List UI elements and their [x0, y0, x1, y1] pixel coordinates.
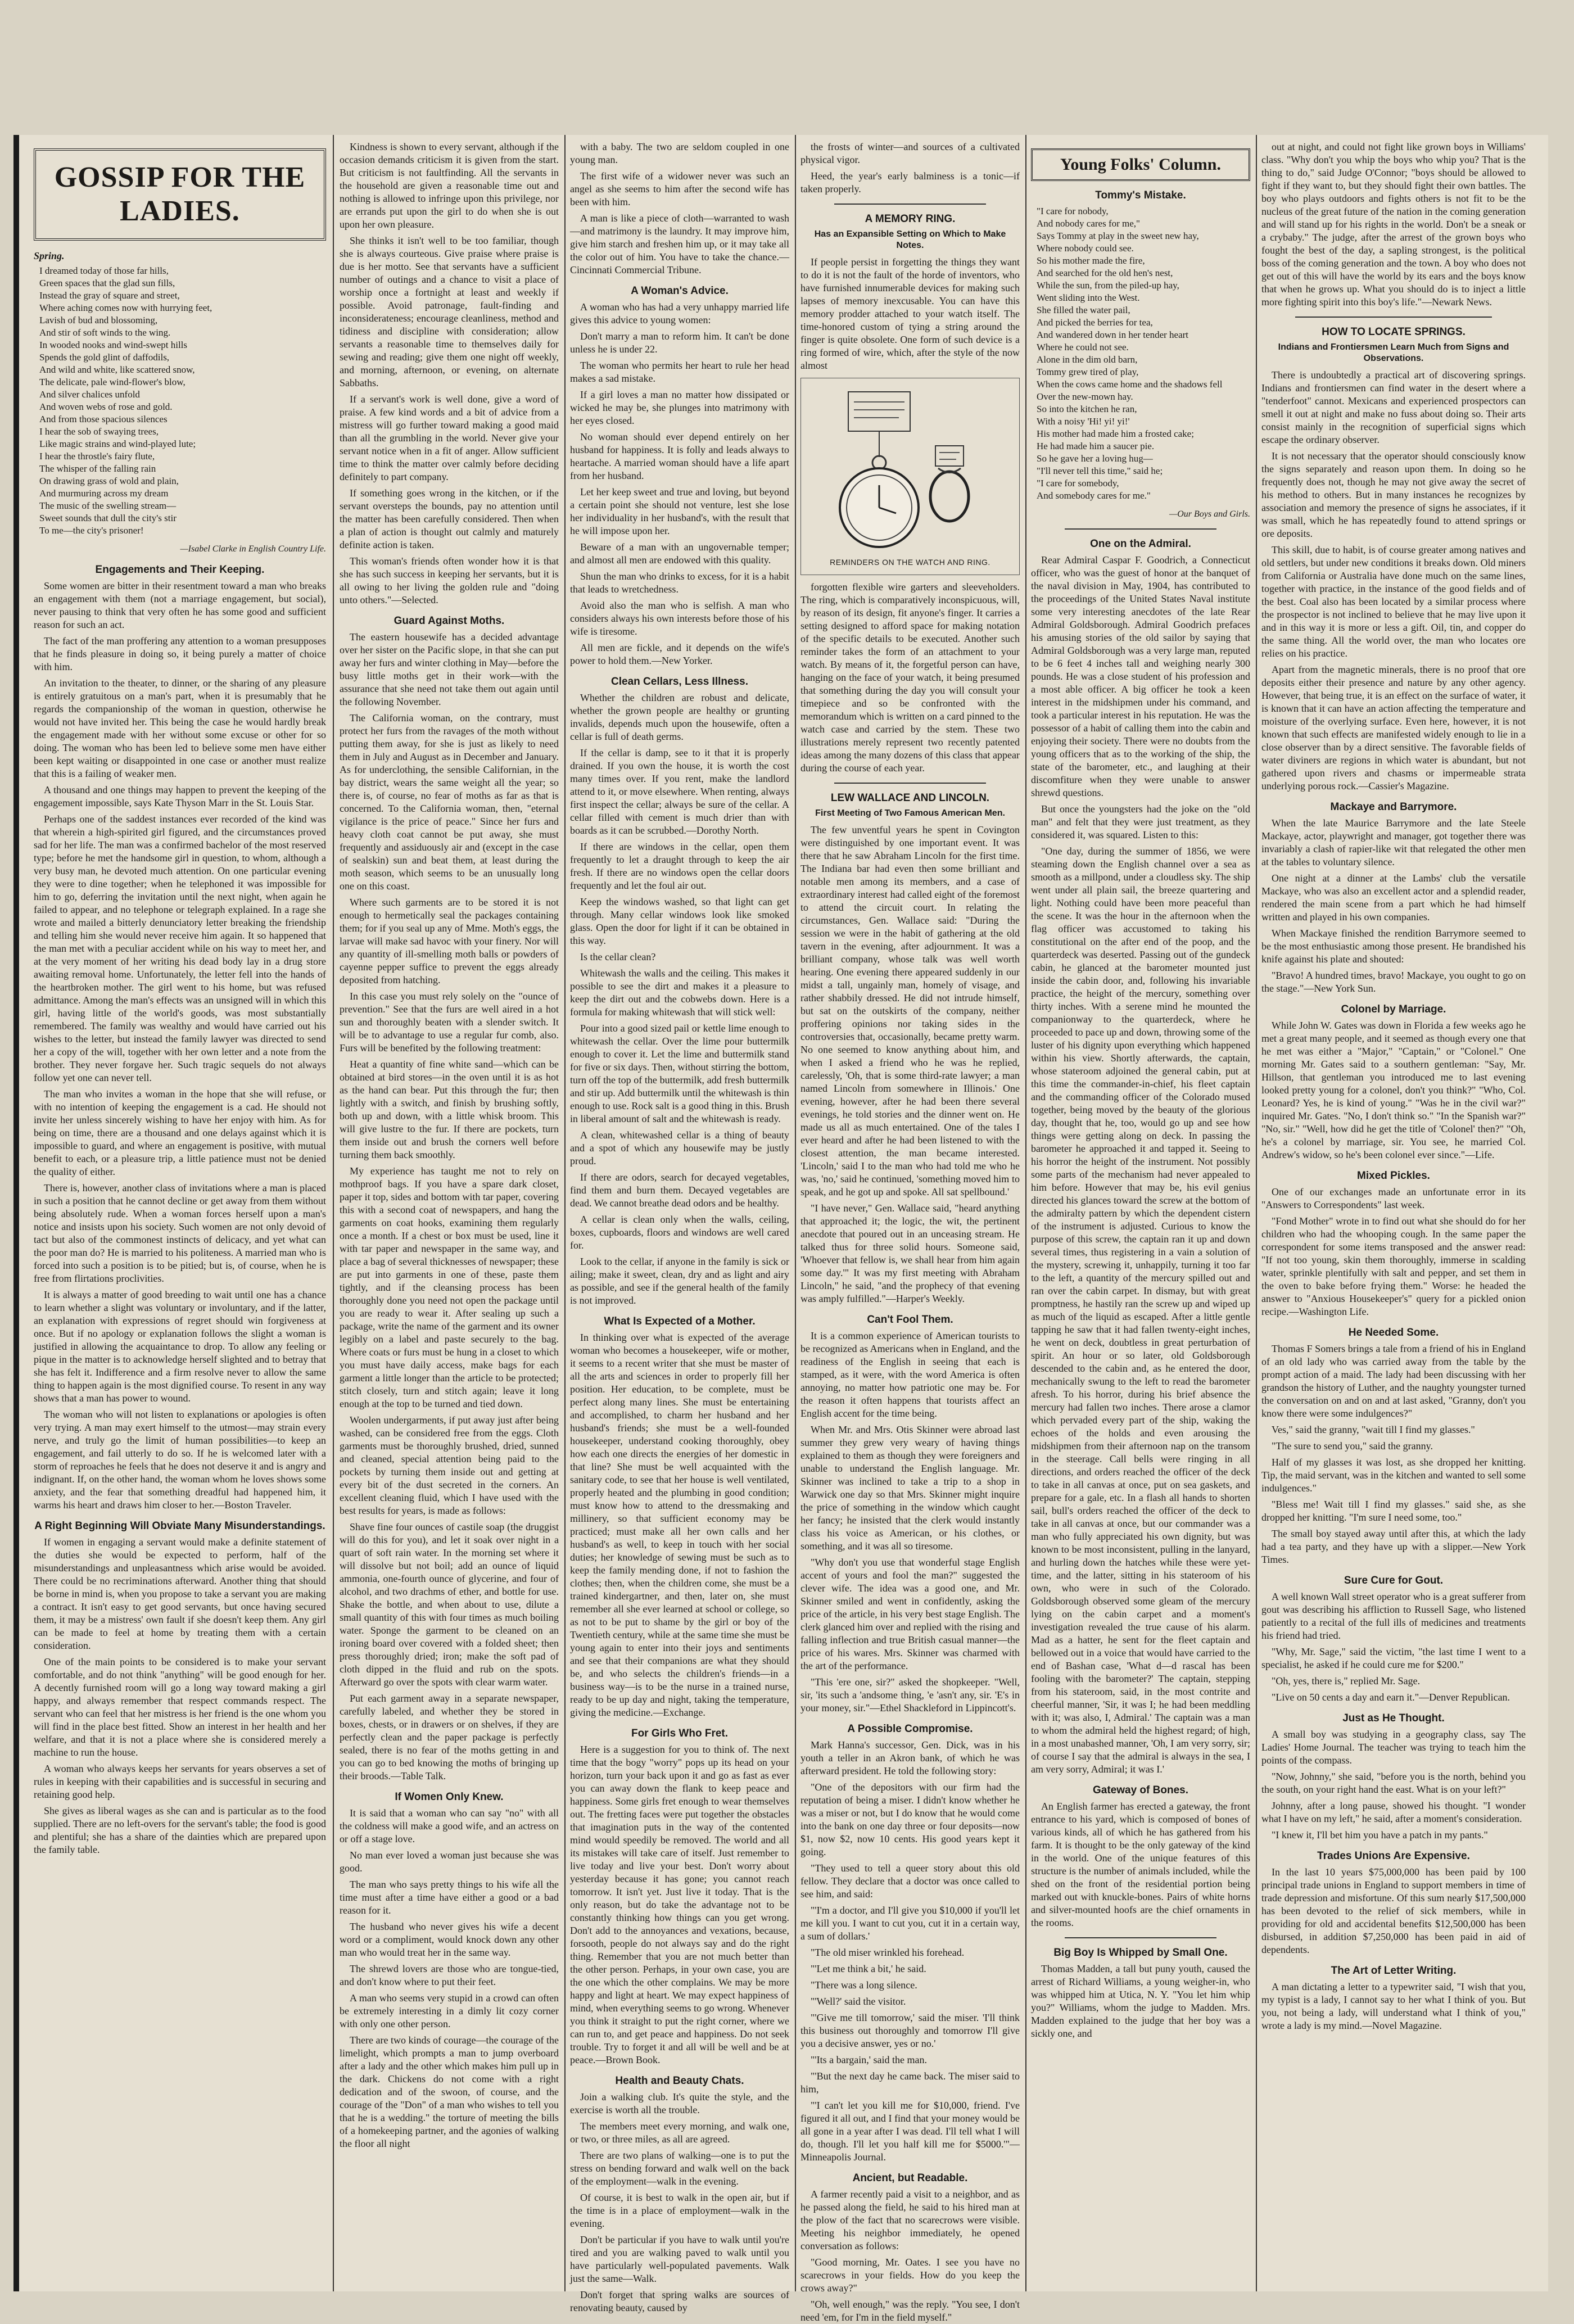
- paragraph: A cellar is clean only when the walls, ceiling, boxes, cupboards, floors and windows are well cared for.: [570, 1214, 789, 1251]
- paragraph: Thomas Madden, a tall but puny youth, caused the arrest of Richard Williams, a young weigher-in, who was whipped him at Utica, N. Y. "You let him whip you?" Williams, whom the judge to Madden. Mrs. Madden explained to the judge that her boy was a sickly one, and: [1031, 1963, 1250, 2039]
- article-heading: If Women Only Knew.: [395, 1791, 504, 1803]
- article-body: [1261, 1866, 1526, 1956]
- article-body: [1031, 1800, 1250, 1929]
- article-body: [1261, 369, 1526, 793]
- article-heading: Sure Cure for Gout.: [1344, 1575, 1444, 1586]
- paragraph: Is the cellar clean?: [580, 951, 656, 962]
- paragraph: Perhaps one of the saddest instances ever recorded of the kind was that wherein a high-spirited girl figured, and the circumstances proved sad for her life. The man was a confirmed bachelor of the most reserved type; before he met the handsome girl in question, to whom, although a very busy man, he devoted much attention. On one particular evening they were to dine together; when he telephoned it was impossible for him to go, deferring the invitation until the next night, when again he failed to appear, and no telephone or telegraph explained. In a rage she wrote and mailed a bitterly denunciatory letter breaking the friendship and telling him she would never receive him again. It so happened that the man met with a peculiar accident while on his way to meet her, and at the very moment of her writing his dead body lay in a drug store awaiting removal home. Unfortunately, the letter fell into the hands of the heartbroken mother. The girl went to his home, but was refused admittance. Among the man's effects was an unsigned will in which this girl, having little of the world's goods, was most substantially remembered. The family was wealthy and would have carried out his wishes to the letter, but instead the family lawyer was directed to send her a copy of the will, together with her own letter and a note from the brother. They never forgave her. Such tragic sequels do not always follow yet one can never tell.: [34, 813, 326, 1083]
- article-heading: A Possible Compromise.: [847, 1723, 973, 1735]
- paragraph: If there are odors, search for decayed vegetables, find them and burn them. Decayed vegetables are dead. We cannot breathe dead odors and be healthy.: [570, 1172, 789, 1209]
- paragraph: Rear Admiral Caspar F. Goodrich, a Connecticut officer, who was the guest of honor at the banquet of the naval division in May, 1904, has contributed to the proceedings of the United States Naval institute some very interesting anecdotes of the late Rear Admiral Goldsborough. Admiral Goodrich prefaces his amusing stories of the old sailor by saying that Admiral Goldsborough was a very large man, reputed to be 6 feet 4 inches tall and weighing nearly 300 pounds. He was a close student of his profession and a most able officer. A big officer he took a keen interest in the midshipmen under his command, and took a particular interest in his reputation. He was the possessor of a habit of calling them into the cabin and enjoying their society. There were no doubts from the young officers that as to the working of the ship, the state of the barometer, etc., and laughing at their discomfiture when they were unable to answer shrewd questions.: [1031, 554, 1250, 798]
- paragraph: "'I can't let you kill me for $10,000, friend. I've figured it all out, and I find that your money would be all gone in a year after I was dead. I'll tell what I will do, though. I'll let you half kill me for $5000.'"—Minneapolis Journal.: [800, 2100, 1020, 2163]
- paragraph: The man who invites a woman in the hope that she will refuse, or with no intention of keeping the engagement is a cad. He should not invite her unless sincerely wishing to have her enjoy with him. As for being on time, there are a thousand and one delays against which it is impossible to guard, and where an engagement is positive, with mutual benefit to each, or a pleasure trip, a little patience must not be denied the quality of either.: [34, 1088, 326, 1177]
- article-body: [1261, 1981, 1526, 2032]
- paragraph: The California woman, on the contrary, must protect her furs from the ravages of the moth without putting them away, for she is just as likely to need them in July and August as in December and January. As for underclothing, the sensible Californian, in the bay district, wears the same weight all the year; so there is, of course, no fear of moths as far as that is concerned. To the California woman, then, "eternal vigilance is the price of peace." Since her furs and heavy cloth coat cannot be put away, she must frequently and assiduously air and (except in the case of sealskin) sun and beat them, at least during the moth season, which seems to be an unusually long one on this coast.: [340, 712, 559, 892]
- paragraph: Let her keep sweet and true and loving, but beyond a certain point she should not venture, lest she lose her individuality in her husband's, with the result that he will impose upon her.: [570, 486, 789, 536]
- article-heading: Colonel by Marriage.: [1341, 1003, 1446, 1015]
- paragraph: A farmer recently paid a visit to a neighbor, and as he passed along the field, he said to his hired man at the plow of the fact that no scarecrows were visible. Meeting his neighbor immediately, he opened conversation as follows:: [800, 2189, 1020, 2251]
- paragraph: The man who says pretty things to his wife all the time must after a time have either a good or a bad reason for it.: [340, 1879, 559, 1916]
- poem-line: And somebody cares for me.": [1037, 490, 1151, 501]
- paragraph: Some women are bitter in their resentment toward a man who breaks an engagement with them (not a marriage engagement, but social), never pausing to think that very often he has some good and sufficient reason for such an act.: [34, 580, 326, 630]
- paragraph: "'Give me till tomorrow,' said the miser. 'I'll think this business out thoroughly and tomorrow I'll give you a decisive answer, yes or no.': [800, 2012, 1020, 2049]
- paragraph: The few unventful years he spent in Covington were distinguished by one important event. It was there that he saw Abraham Lincoln for the first time. The Indiana bar had even then some brilliant and notable men among its members, and a case of extraordinary interest had called eight of the foremost to attend the circuit court. In relating the circumstances, Gen. Wallace said: "During the session we were in the habit of gathering at the old tavern in the evening, after adjournment. It was a brilliant company, whose talk was well worth hearing. One evening there appeared suddenly in our midst a tall, ungainly man, homely of visage, and rather shabbily dressed. He did not intrude himself, but sat on the outskirts of the company, neither proffering opinions nor taking sides in the controversies that, occasionally, became pretty warm. No one seemed to know anything about him, and when I asked a friend who he was he replied, carelessly, 'Oh, that is some third-rate lawyer; a man named Lincoln from somewhere in Illinois.' One evening, however, after he had been there several evenings, he told stories and the dinner went on. He made us all as much entertained. One of the tales I ever heard and after he had been listened to with the closest attention, the man became interested. 'Lincoln,' said I to the man who had told me who he was, 'no,' said he continued, 'something moved him to speak, and he got up and spoke. All sat spellbound.': [800, 824, 1020, 1197]
- paragraph: the frosts of winter—and sources of a cultivated physical vigor.: [800, 141, 1020, 165]
- paragraph: "Oh, yes, there is," replied Mr. Sage.: [1272, 1675, 1421, 1687]
- paragraph: While John W. Gates was down in Florida a few weeks ago he met a great many people, and it seemed as though every one that he met was either a "Major," "Captain," or "Colonel." One morning Mr. Gates said to a southern gentleman: "Say, Mr. Hillson, that gentleman you introduced me to last evening looked pretty young for a colonel, don't you think?" "Who, Col. Leonard? Yes, he is kind of young." "Was he in the civil war?" inquired Mr. Gates. "No, I don't think so." "In the Spanish war?" "No, sir." "Well, how did he get the title of 'Colonel' then?" "Oh, he's a colonel by marriage, sir. You see, he married Col. Andrew's widow, so he's been colonel ever since."—Life.: [1261, 1020, 1526, 1160]
- article-body: [1031, 554, 1250, 1776]
- divider: [834, 204, 986, 205]
- paragraph: A clean, whitewashed cellar is a thing of beauty and a spot of which any housewife may be justly proud.: [570, 1129, 789, 1166]
- paragraph: "Good morning, Mr. Oates. I see you have no scarecrows in your fields. How do you keep the crows away?": [800, 2257, 1020, 2294]
- paragraph: Half of my glasses it was lost, as she dropped her knitting. Tip, the maid servant, was in the kitchen and wanted to sell some indulgences.": [1261, 1457, 1526, 1494]
- paragraph: The husband who never gives his wife a decent word or a compliment, would knock down any other man who would treat her in the same way.: [340, 1921, 559, 1958]
- paragraph: When the late Maurice Barrymore and the late Steele Mackaye, actor, playwright and manager, got together there was invariably a clash of rapier-like wit that relegated the other men at the tables to voluntary silence.: [1261, 817, 1526, 867]
- article-body: [800, 1739, 1020, 2164]
- column-rule: [1025, 135, 1026, 2291]
- paragraph: Woolen undergarments, if put away just after being washed, can be considered free from the eggs. Cloth garments must be thoroughly brushed, dried, sunned and cleaned, special attention being paid to the pockets by turning them inside out and getting at every bit of the dust secreted in the corners. An excellent cleaning fluid, which I have used with the best results for years, is made as follows:: [340, 1414, 559, 1516]
- poem-line: I hear the sob of swaying trees,: [39, 426, 159, 437]
- paragraph: Ves," said the granny, "wait till I find my glasses.": [1272, 1424, 1475, 1435]
- article-body: [1261, 817, 1526, 995]
- paragraph: There is, however, another class of invitations where a man is placed in such a position that he cannot decline or get away from them without being absolutely rude. When a woman forces herself upon a man's notice and insists upon his society. Such women are not only devoid of tact but also of the commonest instincts of delicacy, and yet what can the poor man do? He is married to his politeness. A married man who is forced into such a position is to be pitied; but is, of course, when he is free from flirtations proclivities.: [34, 1182, 326, 1284]
- paragraph: No man ever loved a woman just because she was good.: [340, 1850, 559, 1874]
- article-body: [800, 256, 1020, 372]
- poem-line: Went sliding into the West.: [1037, 292, 1140, 303]
- paragraph: It is a common experience of American tourists to be recognized as Americans when in England, and the readiness of the English in seeing that each is stamped, as it were, with the word America is often annoying, no matter how patriotic one may be. For the reason it often happens that tourists affect an English accent for the time being.: [800, 1330, 1020, 1419]
- article-body: [570, 1331, 789, 1719]
- poem-line: So he gave her a loving hug—: [1037, 453, 1153, 464]
- poem-spring: [39, 265, 326, 537]
- paragraph: One of the main points to be considered is to make your servant comfortable, and do not think "anything" will be good enough for her. A decently furnished room will go a long way toward making a girl happy, and always remember that respect commands respect. The servant who can feel that her mistress is her friend is the one whom you will find in the place best fitted. Show an interest in her health and her welfare, and that it is not a place where she is considered merely a machine to run the house.: [34, 1656, 326, 1758]
- paragraph: "Why don't you use that wonderful stage English accent of yours and fool the man?" suggested the clever wife. The idea was a good one, and Mr. Skinner smiled and went in confidently, asking the price of the article, in his very best stage English. The clerk glanced him over and replied with the rising and falling inflection and true British casual manner—the price of his wares. Mrs. Skinner was charmed with the art of the performance.: [800, 1557, 1020, 1671]
- paragraph: Of course, it is best to walk in the open air, but if the time is in a place of employment—walk in the evening.: [570, 2192, 789, 2229]
- poem-line: To me—the city's prisoner!: [39, 525, 144, 536]
- paragraph: A man is like a piece of cloth—warranted to wash—and matrimony is the laundry. It may improve him, give him starch and freshen him up, or it may take all the color out of him. You have to take the chance.—Cincinnati Commercial Tribune.: [570, 212, 789, 275]
- poem-line: Where he could not see.: [1037, 342, 1129, 352]
- paragraph: "'But the next day he came back. The miser said to him,: [800, 2070, 1020, 2095]
- poem-line: "I care for nobody,: [1037, 206, 1109, 216]
- column-4: [800, 141, 1020, 2323]
- article-heading: Can't Fool Them.: [867, 1314, 953, 1326]
- paragraph: The first wife of a widower never was such an angel as she seems to him after the second wife has been with him.: [570, 170, 789, 207]
- article-body: [340, 631, 559, 1783]
- paragraph: "'I'm a doctor, and I'll give you $10,000 if you'll let me kill you. I want to cut you, cut it in a certain way, a sum of dollars.': [800, 1905, 1020, 1942]
- divider: [1295, 317, 1492, 318]
- poem-line: Instead the gray of square and street,: [39, 290, 180, 301]
- poem-line: And stir of soft winds to the wing.: [39, 327, 171, 338]
- paragraph: out at night, and could not fight like grown boys in Williams' class. "Why don't you whip the boys who whip you? That is the thing to do," said Judge O'Connor; "boys should be allowed to fight if they want to, but they should fight their own battles. The boy who plays outdoors and fights others is not fit to be the nucleus of the great future of the nation in the coming generation and will stand up for his rights in the world. Don't be a sneak or a crybaby." The judge, after the arrest of the grown boys who fought the best of the day, a sapling strongest, is the political boss of the coming generation and the town. A boy who does not get out of this will have the world by its ears and the boys know that when he grows up. What you should do is to inject a little more fighting spirit into this boy's life."—Newark News.: [1261, 141, 1526, 308]
- paragraph: Avoid also the man who is selfish. A man who considers always his own interests before those of his wife is tiresome.: [570, 600, 789, 637]
- article-heading: HOW TO LOCATE SPRINGS.: [1322, 326, 1466, 338]
- poem-line: And woven webs of rose and gold.: [39, 401, 173, 412]
- paragraph: A well known Wall street operator who is a great sufferer from gout was describing his affliction to Russell Sage, who listened patiently to a recital of the full ills of medicines and treatments his friend had tried.: [1261, 1591, 1526, 1641]
- poem-line: And from those spacious silences: [39, 414, 168, 424]
- paragraph: "Oh, well enough," was the reply. "You see, I don't need 'em, for I'm in the field myself.": [800, 2299, 1020, 2323]
- poem-line: The music of the swelling stream—: [39, 500, 177, 511]
- article-heading: Trades Unions Are Expensive.: [1317, 1850, 1470, 1862]
- paragraph: All men are fickle, and it depends on the wife's power to hold them.—New Yorker.: [570, 642, 789, 666]
- paragraph: If there are windows in the cellar, open them frequently to let a draught through to keep the air fresh. If there are no windows open the cellar doors frequently and let the foul air out.: [570, 841, 789, 891]
- paragraph: A woman who has had a very unhappy married life gives this advice to young women:: [570, 301, 789, 325]
- article-body: [570, 301, 789, 667]
- article-heading: Engagements and Their Keeping.: [95, 564, 265, 576]
- article-body: [1261, 1728, 1526, 1842]
- column-2: [340, 141, 559, 2286]
- paragraph: If women in engaging a servant would make a definite statement of the duties she would be expected to perform, half of the misunderstandings and unpleasantness which arise would be avoided. There could be no recriminations afterward. Another thing that should be borne in mind is, when you propose to take a servant you are making a contract. It isn't easy to get good servants, but once having secured them, it may be a mistress' own fault if she doesn't keep them. Any girl can be made to feel at home by treating them with a certain consideration.: [34, 1536, 326, 1651]
- paragraph: My experience has taught me not to rely on mothproof bags. If you have a spare dark closet, paper it top, sides and bottom with tar paper, covering this with a second coat of newspapers, and hang the garments on coat hooks, examining them regularly once a month. If a chest or box must be used, line it with tar paper and newspaper in the same way, and place a bag of several thicknesses of newspaper; these are put into garments in one of these, paste them tightly, and if the cleansing process has been thoroughly done you need not open the package until you are ready to wear it. After sealing up such a package, write the name of the garment and its owner legibly on a label and paste securely to the bag. Where coats or furs must be hung in a closet to which you must have daily access, make bags for each garment a little longer than the article to be protected; stitch closely, turn and stitch again; leave it long enough at the top to be turned and tied down.: [340, 1165, 559, 1409]
- article-heading: Big Boy Is Whipped by Small One.: [1053, 1947, 1228, 1959]
- paragraph: "One day, during the summer of 1856, we were steaming down the English channel over a sea as smooth as a millpond, under a cloudless sky. The ship went under all plain sail, the breeze quartering and light. Nothing could have been more peaceful than the scene. It was the hour in the afternoon when the flag officer was accustomed to taking his constitutional on the after end of the poop, and the quarterdeck was deserted. Passing out of the gundeck cabin, he glanced at the barometer mounted just inside the cabin door, and, following his invariable practice, the height of the mercury, something over thirty inches. With a serene mind he mounted the companionway to the quarterdeck, where he proceeded to pace up and down, throwing some of the luster of his dignity upon everything which happened within his view. Shortly afterwards, the captain, whose stateroom adjoined the general cabin, put at this time the commander-in-chief, his fleet captain and the commanding officer of the Colorado mused together, being moved by the beauty of the glorious day, thought that he, too, would go up and see how things were getting along on deck. In passing the barometer he approached it and tapped it. Seeing to his horror the height of the instrument. Not possibly some parts of the mechanism had never appealed to him before. However that may be, his evil genius directed his glances toward the screw at the bottom of the admiralty pattern by which the dependent cistern of the instrument is adjusted. Curious to know the purpose of this screw, the captain ran it up and down several times, thus registering in a vain a solution of the mystery, screwing it, unhappily, turning it too far to the left, a quantity of the mercury spilled out and ran over the cabin carpet. In dismay, but with great promptness, he hastily ran the screw up and wiped up as much of the liquid as escaped. After a little gentle tapping he saw that it had fallen twenty-eight inches, he went on deck, doubtless in great perturbation of spirit. An hour or so later, old Goldsborough descended to the cabin and, as he entered the door, mechanically swung to the left to read the barometer afresh. To his horror, during his brief absence the mercury had fallen two inches. There arose a clamor which pervaded every part of the ship, waking the echoes of the holds and even arousing the midshipmen from their afternoon nap on the transom in the steerage. Call bells were ringing in all directions, and orders reached the officer of the deck to take in all canvas at once, put on sea gaskets, and prepare for a gale, etc. In a flash all hands to shorten sail, bull's orders reached the officer of the deck to take in all canvas at once, but our commander was a man who fully appreciated his own dignity, but was known to be most inconsistent, pulling in the lanyard, and hurling down the hatches while these were yet-time, and the latter, sitting in his stateroom of his own, who were in such of the Colorado. Goldsborough observed some gleam of the mercury lying on the cabin carpet and a moment's investigation revealed the true cause of his alarm. Mad as a hatter, he sent for the fleet captain and bellowed out in a voice that would have carried to the end of Bashan case, 'What d—d rascal has been fooling with the barometer?' The captain, stepping from his stateroom, said, in the most contrite and cheerful manner, 'Sir, it was I; he had been meddling with it; was also, I, Admiral.' The captain was a man to whom the admiral held the highest regard; of high, in a most unabashed manner, 'Oh, I am very sorry, sir; of course I say that the admiral is always in the sea, I am very sorry, Admiral; it was I.': [1031, 845, 1250, 1775]
- paragraph: Where such garments are to be stored it is not enough to hermetically seal the packages containing them; for if you seal up any of Mme. Moth's eggs, the larvae will make sad havoc with your finery. Nor will any quantity of ill-smelling moth balls or powders of cayenne pepper suffice to prevent the eggs already deposited from hatching.: [340, 897, 559, 985]
- paragraph: Here is a suggestion for you to think of. The next time that the bogy "worry" pops up its head on your horizon, turn your back upon it and go as fast as ever you can away down the flank to keep peace and happiness. Some girls fret enough to wear themselves out. The fretting faces were put together the obstacles that imagination puts in the way of the contented mind would speedily be removed. The world and all its mistakes will take care of itself. Just remember to live today and live your best. Don't worry about yesterday because it has gone; you cannot reach tomorrow. It isn't yet. Just live it today. That is the only reason, but do take the advantage not to be constantly thinking how things can you get wrong. Don't add to the annoyances and vexations, because, forsooth, people do not always say and do the right thing. Remember that you are not much better than the other person. Perhaps, in your own case, you are the one which the other complains. We may be more happy and light at heart. We may expect happiness of mind, when everything seems to go wrong. Whenever you think it straight to put the right corner, where we can run to, and get peace and happiness. Do not seek trouble. Try to forget it and all will be well and be at peace.—Brown Book.: [570, 1744, 789, 2065]
- paragraph: "They used to tell a queer story about this old fellow. They declare that a doctor was once called to see him, and said:: [800, 1862, 1020, 1900]
- paragraph: "Bless me! Wait till I find my glasses." said she, as she dropped her knitting. "I'm sure I need some, too.": [1261, 1499, 1526, 1523]
- paragraph: Whether the children are robust and delicate, whether the grown people are healthy or grunting invalids, depends much upon the housewife, often a cellar is full of death germs.: [570, 692, 789, 742]
- paragraph: "'Well?' said the visitor.: [811, 1996, 906, 2007]
- article-heading: A MEMORY RING.: [865, 213, 956, 225]
- paragraph: A man dictating a letter to a typewriter said, "I wish that you, my typist is a lady, I cannot say to her what I think of you. But you, not being a lady, will understand what I think of you," wrote a lady is my mind.—Novel Magazine.: [1261, 1981, 1526, 2031]
- poem-line: Spends the gold glint of daffodils,: [39, 352, 170, 363]
- poem-line: I dreamed today of those far hills,: [39, 265, 169, 276]
- paragraph: Shave fine four ounces of castile soap (the druggist will do this for you), and let it soak over night in a quart of soft rain water. In the morning set where it will dissolve but not boil; add an ounce of liquid ammonia, one-fourth ounce of glycerine, and four of alcohol, and two drachms of ether, and bottle for use. Shake the bottle, and when about to use, dilute a small quantity of this with four times as much boiling water. Sponge the garment to be cleaned on an ironing board over covered with a folded sheet; then press thoroughly dried; iron; make the soft pad of cloth dipped in the fluid and rub on the spots. Afterward go over the spots with clear warm water.: [340, 1521, 559, 1688]
- paragraph: Heed, the year's early balminess is a tonic—if taken properly.: [800, 170, 1020, 195]
- paragraph: Don't be particular if you have to walk until you're tired and you are walking paved to walk until you have particularly well-populated pavements. Walk just the same—Walk.: [570, 2234, 789, 2284]
- paragraph: There are two plans of walking—one is to put the stress on bending forward and walk well on the back of the employment—walk in the evening.: [570, 2150, 789, 2187]
- paragraph: A small boy was studying in a geography class, say The Ladies' Home Journal. The teacher was trying to teach him the points of the compass.: [1261, 1729, 1526, 1766]
- paragraph: But once the youngsters had the joke on the "old man" and felt that they were just treatment, as they considered it, was squared. Listen to this:: [1031, 803, 1250, 840]
- poem-line: And searched for the old hen's nest,: [1037, 268, 1173, 278]
- paragraph: "This 'ere one, sir?" asked the shopkeeper. "Well, sir, 'its such a 'andsome thing, 'e 'asn't any, sir. 'E's in your money, sir."—Ethel Shackleford in Lippincott's.: [800, 1676, 1020, 1713]
- column-3: [570, 141, 789, 2313]
- article-heading: Just as He Thought.: [1342, 1712, 1445, 1724]
- divider: [1065, 528, 1216, 530]
- paragraph: The shrewd lovers are those who are tongue-tied, and don't know where to put their feet.: [340, 1963, 559, 1987]
- article-heading: Gateway of Bones.: [1093, 1784, 1188, 1796]
- poem-line: When the cows came home and the shadows fell: [1037, 379, 1223, 390]
- poem-attribution: —Our Boys and Girls.: [1169, 509, 1250, 519]
- paragraph: "'Let me think a bit,' he said.: [811, 1963, 926, 1974]
- article-heading: One on the Admiral.: [1090, 538, 1191, 550]
- illustration-caption: REMINDERS ON THE WATCH AND RING.: [830, 558, 990, 567]
- paragraph: "Now, Johnny," she said, "before you is the north, behind you the south, on your right hand the east. What is on your left?": [1261, 1771, 1526, 1795]
- paragraph: The small boy stayed away until after this, at which the lady had a tea party, and they have up with a slipper.—New York Times.: [1261, 1528, 1526, 1565]
- paragraph: There are two kinds of courage—the courage of the limelight, which prompts a man to jump overboard after a lady and the other which makes him pull up in the dark. Chickens do not come with a right dedication and of the swoon, of course, and the courage of the "Don" of a man who wishes to tell you that he is a wedding." the torture of meeting the bills of a homekeeping partner, and the agonies of walking the floor all night: [340, 2034, 559, 2149]
- paragraph: Apart from the magnetic minerals, there is no proof that ore deposits either their presence and nature by any other agency. However, that being true, it is an effect on the surface of water, it is known that it can have an action affecting the temperature and moisture of the overlying surface. Even here, however, it is not known that such effects are manifested widely enough to lie in a close observer than by a direct sensitive. The favorable fields of water diviners are regions in which water is abundant, but not gathered upon rivers and chasms or impermeable strata underlying porous rock.—Cassier's Magazine.: [1261, 664, 1526, 792]
- paragraph: The fact of the man proffering any attention to a woman presupposes that he finds pleasure in doing so, it being purely a matter of choice with him.: [34, 635, 326, 672]
- poem-line: And murmuring across my dream: [39, 488, 169, 499]
- paragraph: Put each garment away in a separate newspaper, carefully labeled, and whether they be stored in boxes, chests, or in drawers or on shelves, if they are perfectly clean and the paper package is perfectly sealed, there is no fear of the moths getting in and you can go to bed knowing the moths of bringing up their broods.—Table Talk.: [340, 1693, 559, 1782]
- article-heading: What Is Expected of a Mother.: [604, 1315, 756, 1327]
- paragraph: It is always a matter of good breeding to wait until one has a chance to learn whether a slight was voluntary or involuntary, and if the latter, an explanation with expressions of regret should win forgiveness at once. But if no apology or explanation follows the slight a woman is justified in allowing the acquaintance to drop. To allow any feeling or pique in the matter is to acknowledge herself slighted and to betray that she has felt it. Indifference and a firm resolve never to allow the same thing to happen again is the most dignified course. To resent in any way shows that a man has power to wound.: [34, 1289, 326, 1404]
- paragraph: Thomas F Somers brings a tale from a friend of his in England of an old lady who was carried away from the table by the prompt action of a maid. The lady had been discussing with her grandson the history of Luther, and the naughty youngster turned the conversation on and on and at last asked, "Granny, don't you know there were some indulgences?": [1261, 1343, 1526, 1419]
- column-rule: [1256, 135, 1257, 2291]
- paragraph: The woman who will not listen to explanations or apologies is often very trying. A man may exert himself to the utmost—may strain every nerve, and truly go the limit of human possibilities—to keep an engagement, and fail utterly to do so. If he is welcomed later with a storm of reproaches he feels that he does not deserve it and is angry and indignant. If, on the other hand, the woman whom he loves shows some anxiety, and the fear that something dreadful had happened him, it warms his heart and draws him closer to her.—Boston Traveler.: [34, 1409, 326, 1511]
- paragraph: Join a walking club. It's quite the style, and the exercise is worth all the trouble.: [570, 2091, 789, 2115]
- paragraph: In the last 10 years $75,000,000 has been paid by 100 principal trade unions in England to support members in time of trade depression and misfortune. Of this sum nearly $17,500,000 has been devoted to the relief of sick members, while in providing for old and accidental benefits $12,500,000 has been disbursed, in addition $7,250,000 has been paid in aid of dependents.: [1261, 1866, 1526, 1955]
- article-body: [800, 581, 1020, 775]
- paragraph: If something goes wrong in the kitchen, or if the servant oversteps the bounds, pay no attention until the matter has been carefully considered. Then when a plan of action is thought out calmly and maturely definite action is taken.: [340, 487, 559, 550]
- paragraph: Don't forget that spring walks are sources of renovating beauty, caused by: [570, 2289, 789, 2313]
- newspaper-page: [13, 135, 1548, 2323]
- paragraph: Don't marry a man to reform him. It can't be done unless he is under 22.: [570, 331, 789, 355]
- poem-line: The delicate, pale wind-flower's blow,: [39, 377, 186, 387]
- article-body: [1261, 1019, 1526, 1161]
- article-body: [800, 824, 1020, 1305]
- article-heading: Tommy's Mistake.: [1095, 189, 1186, 201]
- article-heading: He Needed Some.: [1348, 1327, 1439, 1339]
- column-rule: [564, 135, 566, 2291]
- article-heading: Ancient, but Readable.: [852, 2172, 968, 2184]
- article-body: [1261, 1342, 1526, 1566]
- paragraph: "Fond Mother" wrote in to find out what she should do for her children who had the whooping cough. In the same paper the correspondent for some items transposed and the answer read: "If not too young, skin them thoroughly, immerse in scalding water, sprinkle plentifully with salt and pepper, and set them in the oven to bake before frying them." Worse: he headed the answer to "Anxious Housekeeper's" query for a pickled onion recipe.—Washington Life.: [1261, 1215, 1526, 1317]
- article-body: [34, 580, 326, 1512]
- paragraph: It is said that a woman who can say "no" with all the coldness will make a good wife, and an actress on or off a stage love.: [340, 1807, 559, 1844]
- paragraph: If people persist in forgetting the things they want to do it is not the fault of the horde of inventors, who have furnished innumerable devices for making such lapses of memory inexcusable. You can have this memory prodder attached to your watch itself. The time-honored custom of tying a string around the finger is quite obsolete. One form of such device is a ring formed of wire, which, after the style of the now almost: [800, 256, 1020, 371]
- article-body: [800, 141, 1020, 196]
- article-subheading: Has an Expansible Setting on Which to Make Notes.: [814, 229, 1006, 250]
- paragraph: There is undoubtedly a practical art of discovering springs. Indians and frontiersmen can find water in the desert where a "tenderfoot" cannot. Mexicans and experienced prospectors can smell it out at night and make no fuss about doing so. Their arts consist mainly in the recognition of superficial signs which escape the ordinary observer.: [1261, 369, 1526, 445]
- illustration-watch-and-ring: [800, 378, 1020, 575]
- article-body: [570, 141, 789, 277]
- paragraph: "Why, Mr. Sage," said the victim, "the last time I went to a specialist, he asked if he could cure me for $200.": [1261, 1646, 1526, 1670]
- paragraph: with a baby. The two are seldom coupled in one young man.: [570, 141, 789, 165]
- column-rule: [333, 135, 334, 2291]
- poem-line: And wandered down in her tender heart: [1037, 329, 1189, 340]
- poem-line: Green spaces that the glad sun fills,: [39, 278, 175, 288]
- article-body: [800, 2188, 1020, 2324]
- article-heading: LEW WALLACE AND LINCOLN.: [830, 792, 990, 804]
- paragraph: Keep the windows washed, so that light can get through. Many cellar windows look like smoked glass. Open the door for light if it can be obtained in this way.: [570, 896, 789, 946]
- paragraph: Pour into a good sized pail or kettle lime enough to whitewash the cellar. Over the lime pour buttermilk enough to cover it. Let the lime and buttermilk stand for five or six days. Then, without stirring the bottom, turn off the top of the buttermilk, add fresh buttermilk and stir up. Add buttermilk until the whitewash is thin enough to use. Rock salt is a good thing in this. Brush in liberal amount of salt and the whitewash is ready.: [570, 1023, 789, 1124]
- poem-line: While the sun, from the piled-up hay,: [1037, 280, 1179, 291]
- paragraph: One of our exchanges made an unfortunate error in its "Answers to Correspondents" last week.: [1261, 1186, 1526, 1210]
- paragraph: An invitation to the theater, to dinner, or the sharing of any pleasure is entirely gratuitous on a man's part, when it is presumably that he regards the companionship of the woman in question, otherwise he would not have invited her. This being the case he would hardly break the engagement made with her without some excuse or other for so doing. The woman who has been led to believe some men have either been kept waiting or disappointed in one case or another must realize that this is a failing of weaker men.: [34, 677, 326, 779]
- divider: [1065, 1937, 1216, 1938]
- article-body: [570, 691, 789, 1307]
- poem-line: Where nobody could see.: [1037, 243, 1134, 254]
- paragraph: This woman's friends often wonder how it is that she has such success in keeping her servants, but it is all owing to her living the golden rule and "doing unto others."—Selected.: [340, 555, 559, 605]
- poem-line: And picked the berries for tea,: [1037, 317, 1153, 328]
- paragraph: In this case you must rely solely on the "ounce of prevention." See that the furs are well aired in a hot sun and thoroughly beaten with a slender switch. It will be to advantage to use a regular fur comb, also. Furs will be benefited by the following treatment:: [340, 991, 559, 1054]
- paragraph: "I knew it, I'll bet him you have a patch in my pants.": [1272, 1829, 1488, 1841]
- paragraph: One night at a dinner at the Lambs' club the versatile Mackaye, who was also an excellent actor and a splendid reader, rendered the main scene from a part which he had himself written and played in his own companies.: [1261, 872, 1526, 923]
- paragraph: Shun the man who drinks to excess, for it is a habit that leads to wretchedness.: [570, 571, 789, 595]
- poem-line: On drawing grass of wold and plain,: [39, 476, 179, 486]
- paragraph: If the cellar is damp, see to it that it is properly drained. If you own the house, it is worth the cost many times over. If you rent, make the landlord attend to it, or move elsewhere. When renting, always first inspect the cellar; always be sure of the cellar. A cellar filled with cement is much drier than with boards as it can be scrubbed.—Dorothy North.: [570, 747, 789, 836]
- paragraph: Whitewash the walls and the ceiling. This makes it possible to see the dirt and makes it a pleasure to keep the dirt out and the cobwebs down. Here is a formula for making whitewash that will stick well:: [570, 967, 789, 1018]
- poem-line: Says Tommy at play in the sweet new hay,: [1037, 230, 1199, 241]
- article-heading: For Girls Who Fret.: [631, 1728, 729, 1739]
- article-body: [34, 1536, 326, 1856]
- poem-line: "I'll never tell this time," said he;: [1037, 465, 1163, 476]
- column-1: [34, 141, 326, 2286]
- divider: [834, 783, 986, 784]
- paragraph: An English farmer has erected a gateway, the front entrance to his yard, which is composed of bones of various kinds, all of which he has gathered from his farm. It is thought to be the only gateway of the kind in the world. One of the unique features of this structure is the number of animals included, while the shed on the front of the residential portion being marked out with knuckle-bones. Pairs of white horns and silver-mounted hoofs are the chief ornaments in the rooms.: [1031, 1801, 1250, 1928]
- article-body: [1261, 141, 1526, 309]
- paragraph: Kindness is shown to every servant, although if the occasion demands criticism it is given from the start. But criticism is not faultfinding. All the servants in the household are given a reasonable time out and nothing is allowed to infringe upon this privilege, nor are errands put upon the girl to do when she is out upon her own pleasure.: [340, 141, 559, 230]
- paragraph: When Mackaye finished the rendition Barrymore seemed to be the most enthusiastic among those present. He brandished his knife against his plate and shouted:: [1261, 928, 1526, 965]
- paragraph: Look to the cellar, if anyone in the family is sick or ailing; make it sweet, clean, dry and as light and airy as possible, and see if the general health of the family is not improved.: [570, 1256, 789, 1306]
- paragraph: "One of the depositors with our firm had the reputation of being a miser. I didn't know whether he was a miser or not, but I do know that he would come into the bank on one day three or four deposits—now $1, now $2, now 10 cents. His good years kept it going.: [800, 1782, 1020, 1857]
- paragraph: Heat a quantity of fine white sand—which can be obtained at bird stores—in the oven until it is as hot as the hand can bear. Put this through the fur; then lightly with a switch, and finish by brushing softly, both up and down, with a little whisk broom. This will give lustre to the fur. If there are pockets, turn them inside out and brush the corners well before turning them back smoothly.: [340, 1059, 559, 1160]
- paragraph: Mark Hanna's successor, Gen. Dick, was in his youth a teller in an Akron bank, of which he was afterward president. He told the following story:: [800, 1739, 1020, 1776]
- paragraph: She gives as liberal wages as she can and is particular as to the food supplied. There are no left-overs for the servant's table; the food is good and plentiful; she has a share of the dainties which are prepared upon the family table.: [34, 1805, 326, 1855]
- poem-line: In wooded nooks and wind-swept hills: [39, 340, 188, 350]
- article-body: [1031, 1963, 1250, 2040]
- paragraph: The eastern housewife has a decided advantage over her sister on the Pacific slope, in that she can put away her furs and winter clothing in May—before the busy little moths get in their work—with the assurance that she need not take them out again until the following November.: [340, 631, 559, 707]
- paragraph: The woman who permits her heart to rule her head makes a sad mistake.: [570, 360, 789, 384]
- article-heading: Mackaye and Barrymore.: [1330, 801, 1457, 813]
- poem-line: So into the kitchen he ran,: [1037, 404, 1137, 414]
- paragraph: When Mr. and Mrs. Otis Skinner were abroad last summer they grew very weary of having things explained to them as though they were foreigners and unable to understand the English language. Mr. Skinner was inclined to take a trip to a shop in Warwick one day so that Mrs. Skinner might inquire the price of something in the window which caught her fancy; he insisted that the clerk would instantly class his voice as American, or his clothes, or something, and it was all so tiresome.: [800, 1424, 1020, 1552]
- poem-line: His mother had made him a frosted cake;: [1037, 428, 1194, 439]
- poem-line: The whisper of the falling rain: [39, 463, 156, 474]
- poem-title: Spring.: [34, 250, 65, 261]
- paragraph: She thinks it isn't well to be too familiar, though she is always courteous. Give praise where praise is due is her motto. See that servants have a sufficient number of outings and a chance to visit a place of worship once a fortnight at least and weekly if possible. Avoid patronage, fault-finding and inconsiderateness; encourage cleanliness, method and tidiness and discipline with consideration; allow servants a reasonable time to themselves daily for sewing and reading; give them one night off weekly, and morning, afternoon, or evening, on alternate Sabbaths.: [340, 235, 559, 388]
- column-rule: [795, 135, 796, 2291]
- poem-line: With a noisy 'Hi! yi! yi!': [1037, 416, 1130, 427]
- poem-line: Like magic strains and wind-played lute;: [39, 438, 196, 449]
- article-heading: The Art of Letter Writing.: [1331, 1965, 1457, 1977]
- paragraph: In thinking over what is expected of the average woman who becomes a housekeeper, wife or mother, it seems to a recent writer that she must be master of all the arts and sciences in order to properly fill her position. Her education, to be complete, must be perfect along many lines. She must be entertaining and accomplished, to charm her husband and her husband's friends; she must be a well-founded housekeeper, understand cooking thoroughly, obey how each one directs the energies of her domestic in that line? She must be well acquainted with the sanitary code, to see that her house is well ventilated, properly heated and the plumbing in good condition; must know how to attend to the dressmaking and millinery, so that sufficient economy may be practiced; must make all her own calls and her husband's as well, to keep in touch with her social duties; her knowledge of sewing must be such as to keep the family mending done, if not to fashion the clothes; then, when the children come, she must be a trained kindergartner, and then, later on, she must remember all she ever learned at school or college, so as not to be put to shame by the girl or boy of the Twentieth century, while at the same time she must be young again to enter into their joys and sentiments and see that their companions are what they should be, and who selects the children's friends—in a business way—is to be the nurse in a trained nurse, ready to be up day and night, taking the temperature, giving the medicine.—Exchange.: [570, 1332, 789, 1718]
- paragraph: Beware of a man with an ungovernable temper; and almost all men are endowed with this quality.: [570, 541, 789, 566]
- article-subheading: First Meeting of Two Famous American Men.: [815, 808, 1005, 818]
- paragraph: The members meet every morning, and walk one, or two, or three miles, as all are agreed.: [570, 2120, 789, 2145]
- poem-line: He had made him a saucer pie.: [1037, 441, 1155, 451]
- paragraph: "Live on 50 cents a day and earn it."—Denver Republican.: [1272, 1692, 1510, 1703]
- article-heading: A Right Beginning Will Obviate Many Misunderstandings.: [34, 1520, 325, 1532]
- poem-line: "I care for somebody,: [1037, 478, 1119, 489]
- paragraph: "There was a long silence.: [811, 1979, 917, 1991]
- paragraph: forgotten flexible wire garters and sleeveholders. The ring, which is comparatively inconspicuous, will, by reason of its design, fit anyone's finger. It carries a setting designed to afford space for making notation of the specific details to be executed. Another such reminder takes the form of an attachment to your watch. By means of it, the forgetful person can have, hanging on the face of your watch, it being presumed that something during the day you will consult your timepiece and so be confronted with the memorandum which is written on a card pinned to the watch case and carried by the stem. These two illustrations merely represent two recently patented ideas among the many dozens of this class that appear during the course of each year.: [800, 581, 1020, 774]
- paragraph: "The sure to send you," said the granny.: [1272, 1440, 1433, 1452]
- paragraph: A man who seems very stupid in a crowd can often be extremely interesting in a dimly lit cozy corner with only one other person.: [340, 1992, 559, 2029]
- paragraph: If a servant's work is well done, give a word of praise. A few kind words and a bit of advice from a mistress will go further toward making a good maid than all the grumbling in the world. Never give your servant notice when in a fit of anger. Allow sufficient time to think the matter over calmly before deciding definitely to part company.: [340, 394, 559, 482]
- watch-ring-icon: [815, 384, 1006, 553]
- article-body: [1261, 1590, 1526, 1704]
- article-heading: Mixed Pickles.: [1357, 1170, 1430, 1182]
- paragraph: It is not necessary that the operator should consciously know the signs separately and reason upon them. In doing so he frequently does not, though he may not give away the secret of his method to others. But in many instances he recognizes by association and memory the presence of signs he associates, if it was small, which he has repeatedly found to attend springs or ore deposits.: [1261, 450, 1526, 539]
- paragraph: This skill, due to habit, is of course greater among natives and old settlers, but under new conditions it breaks down. Old miners from California or Australia have done much on the same lines, together with practice, in the instance of the good fields and of the best. Coal also has been located by a similar process where the prospector is not inclined to believe that he may live upon it and in this way it is more or less a gift. Oil, tin, and copper do the same thing. All the world over, the man who locates ore relies on his practice.: [1261, 544, 1526, 659]
- poem-line: Over the new-mown hay.: [1037, 391, 1133, 402]
- column-6: [1261, 141, 1526, 2286]
- poem-line: I hear the throstle's fairy flute,: [39, 451, 155, 462]
- paragraph: If a girl loves a man no matter how dissipated or wicked he may be, she plunges into matrimony with her eyes closed.: [570, 389, 789, 426]
- poem-line: Where aching comes now with hurrying feet,: [39, 302, 212, 313]
- poem-line: Alone in the dim old barn,: [1037, 354, 1138, 365]
- article-heading: Guard Against Moths.: [394, 615, 505, 627]
- article-heading: A Woman's Advice.: [631, 285, 729, 297]
- paragraph: Johnny, after a long pause, showed his thought. "I wonder what I have on my left," he said, after a moment's consideration.: [1261, 1800, 1526, 1824]
- article-body: [340, 141, 559, 607]
- article-subheading: Indians and Frontiersmen Learn Much from Signs and Observations.: [1278, 342, 1509, 363]
- article-heading: Health and Beauty Chats.: [615, 2075, 744, 2087]
- article-heading: Clean Cellars, Less Illness.: [611, 676, 748, 688]
- poem-tommy: [1037, 205, 1250, 502]
- young-folks-masthead: Young Folks' Column.: [1031, 148, 1250, 181]
- article-body: [570, 1743, 789, 2067]
- paragraph: "I have never," Gen. Wallace said, "heard anything that approached it; the logic, the wit, the pertinent anecdote that poured out in an unceasing stream. He talked thus for three solid hours. Someone said, 'Whoever that fellow is, we shall hear from him again some day.'" It was my first meeting with Abraham Lincoln," he said, "and the prophecy of that evening was amply fulfilled."—Harper's Weekly.: [800, 1202, 1020, 1304]
- poem-line: And silver chalices unfold: [39, 389, 140, 400]
- poem-line: She filled the water pail,: [1037, 305, 1130, 315]
- paragraph: "The old miser wrinkled his forehead.: [811, 1947, 965, 1958]
- poem-line: Tommy grew tired of play,: [1037, 367, 1139, 377]
- column-5: [1031, 141, 1250, 2286]
- article-body: [340, 1807, 559, 2150]
- paragraph: A thousand and one things may happen to prevent the keeping of the engagement impossible, says Kate Thyson Marr in the St. Louis Star.: [34, 784, 326, 808]
- section-masthead: GOSSIP FOR THE LADIES.: [34, 148, 326, 241]
- paragraph: "Bravo! A hundred times, bravo! Mackaye, you ought to go on the stage."—New York Sun.: [1261, 970, 1526, 994]
- poem-attribution: —Isabel Clarke in English Country Life.: [180, 544, 326, 554]
- poem-line: Sweet sounds that dull the city's stir: [39, 513, 177, 523]
- poem-line: And wild and white, like scattered snow,: [39, 364, 195, 375]
- poem-line: And nobody cares for me,": [1037, 218, 1140, 229]
- article-body: [800, 1330, 1020, 1715]
- poem-line: Lavish of bud and blossoming,: [39, 315, 158, 325]
- poem-line: So his mother made the fire,: [1037, 255, 1145, 266]
- paragraph: "'Its a bargain,' said the man.: [811, 2054, 927, 2065]
- paragraph: A woman who always keeps her servants for years observes a set of rules in keeping with their capabilities and is successful in securing and retaining good help.: [34, 1763, 326, 1800]
- article-body: [1261, 1186, 1526, 1318]
- paragraph: No woman should ever depend entirely on her husband for happiness. It is folly and leads always to heartache. A married woman should have a life apart from her husband.: [570, 431, 789, 481]
- article-body: [570, 2091, 789, 2314]
